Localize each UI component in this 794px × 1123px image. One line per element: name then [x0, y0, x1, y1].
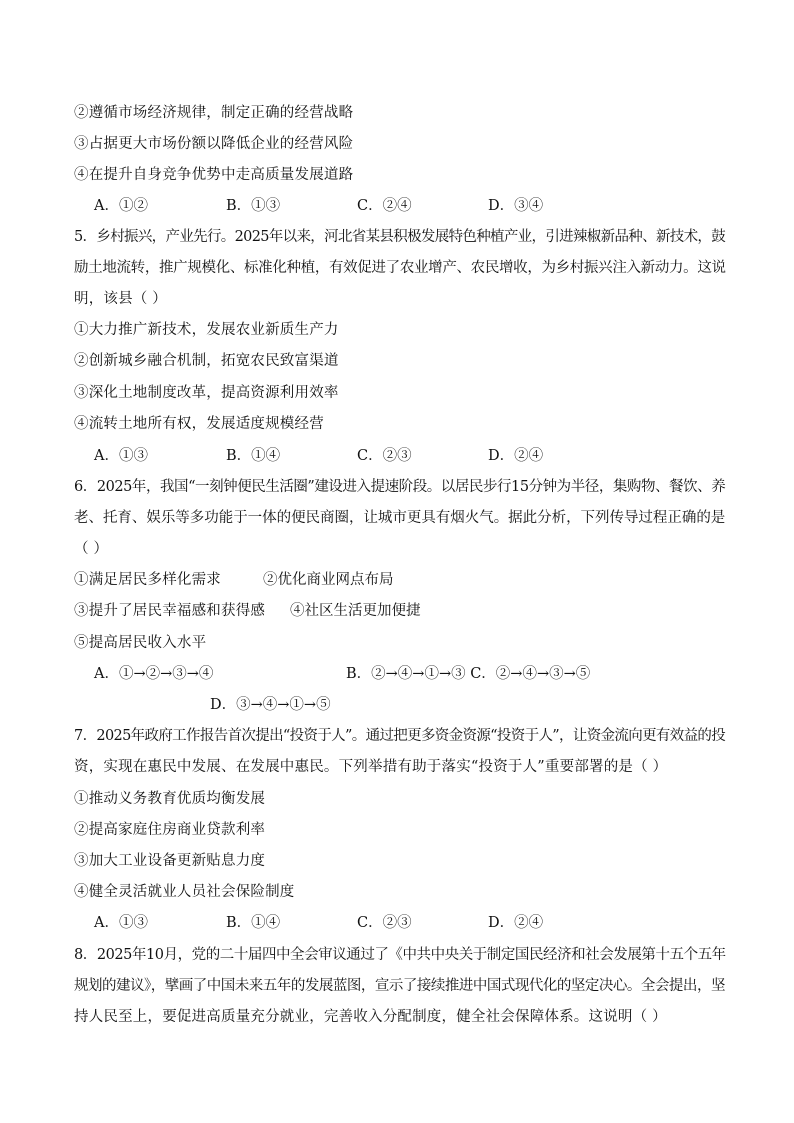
q7-stem-line-2: 资，实现在惠民中发展、在发展中惠民。下列举措有助于落实“投资于人”重要部署的是（ ）: [74, 759, 668, 775]
q6-item-4: ④社区生活更加便捷: [290, 603, 421, 619]
q4-item-4: ④在提升自身竞争优势中走高质量发展道路: [74, 167, 354, 183]
q5-option-a[interactable]: A．①③: [94, 448, 148, 464]
q6-option-d[interactable]: D．③→④→①→⑤: [210, 697, 331, 713]
q5-item-2: ②创新城乡融合机制，拓宽农民致富渠道: [74, 353, 339, 369]
q5-option-c[interactable]: C．②③: [357, 448, 412, 464]
q5-stem-line-1: 5．乡村振兴，产业先行。2025年以来，河北省某县积极发展特色种植产业，引进辣椒新品种、新技术，鼓: [74, 229, 726, 245]
q8-stem-line-3: 持人民至上，要促进高质量充分就业，完善收入分配制度，健全社会保障体系。这说明（ ）: [74, 1009, 667, 1025]
q7-item-2: ②提高家庭住房商业贷款利率: [74, 822, 266, 838]
q6-stem-line-3: （ ）: [74, 541, 109, 557]
q4-option-c[interactable]: C．②④: [357, 198, 412, 214]
q7-item-3: ③加大工业设备更新贴息力度: [74, 853, 266, 869]
q6-item-2: ②优化商业网点布局: [263, 572, 394, 588]
q4-option-b[interactable]: B．①③: [226, 198, 281, 214]
q5-item-3: ③深化土地制度改革，提高资源利用效率: [74, 385, 339, 401]
q6-item-3: ③提升了居民幸福感和获得感: [74, 603, 266, 619]
q5-option-d[interactable]: D．②④: [488, 448, 544, 464]
q7-option-c[interactable]: C．②③: [357, 915, 412, 931]
q7-option-b[interactable]: B．①④: [226, 915, 281, 931]
q7-item-1: ①推动义务教育优质均衡发展: [74, 791, 266, 807]
q8-stem-line-2: 规划的建议》，擘画了中国未来五年的发展蓝图，宣示了接续推进中国式现代化的坚定决心。全会提出，坚: [74, 978, 725, 994]
q7-option-a[interactable]: A．①③: [94, 915, 148, 931]
q7-stem-line-1: 7．2025年政府工作报告首次提出“投资于人”。通过把更多资金资源“投资于人”，让资金流向更有效益的投: [74, 728, 726, 744]
q6-item-5: ⑤提高居民收入水平: [74, 635, 207, 651]
q8-stem-line-1: 8．2025年10月，党的二十届四中全会审议通过了《中共中央关于制定国民经济和社会发展第十五个五年: [74, 947, 726, 963]
q4-option-a[interactable]: A．①②: [94, 198, 148, 214]
q5-item-4: ④流转土地所有权，发展适度规模经营: [74, 416, 324, 432]
q5-item-1: ①大力推广新技术，发展农业新质生产力: [74, 322, 339, 338]
q7-item-4: ④健全灵活就业人员社会保险制度: [74, 884, 295, 900]
q6-option-a[interactable]: A．①→②→③→④: [94, 666, 214, 682]
q6-item-1: ①满足居民多样化需求: [74, 572, 221, 588]
q5-stem-line-3: 明，该县（ ）: [74, 291, 168, 307]
q4-option-d[interactable]: D．③④: [488, 198, 544, 214]
q5-stem-line-2: 励土地流转，推广规模化、标准化种植，有效促进了农业增产、农民增收，为乡村振兴注入新动力。这说: [74, 260, 726, 276]
q5-option-b[interactable]: B．①④: [226, 448, 281, 464]
q6-stem-line-2: 老、托育、娱乐等多功能于一体的便民商圈，让城市更具有烟火气。据此分析，下列传导过程正确的是: [74, 510, 726, 526]
q6-stem-line-1: 6．2025年，我国“一刻钟便民生活圈”建设进入提速阶段。以居民步行15分钟为半径，集购物、餐饮、养: [74, 479, 726, 495]
q4-item-2: ②遵循市场经济规律，制定正确的经营战略: [74, 105, 354, 121]
q7-option-d[interactable]: D．②④: [488, 915, 544, 931]
q4-item-3: ③占据更大市场份额以降低企业的经营风险: [74, 136, 354, 152]
q6-option-b-c[interactable]: B．②→④→①→③ C．②→④→③→⑤: [346, 666, 591, 682]
